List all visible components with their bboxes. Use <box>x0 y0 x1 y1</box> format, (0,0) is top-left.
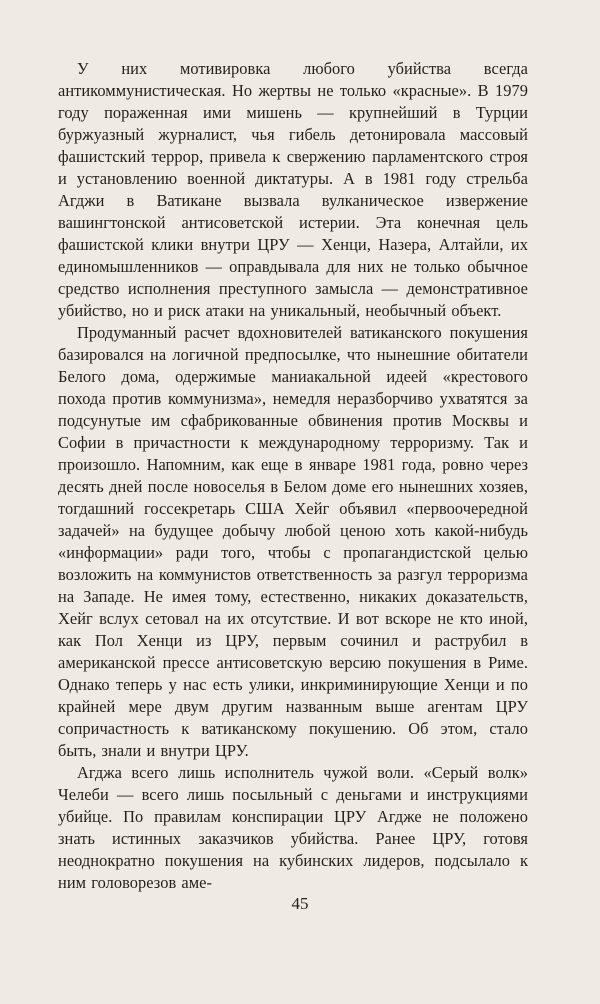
page-number: 45 <box>291 894 309 913</box>
paragraph-1: У них мотивировка любого убийства всегда антикоммунистическая. Но жертвы не только «красные». В 1979 году пораженная ими мишень — крупнейший в Турции буржуазный журналист, чья гибель детонировала массовый фашистский террор, привела к свержению парламентского строя и установлению военной диктатуры. А в 1981 году стрельба Агджи в Ватикане вызвала вулканическое извержение вашингтонской антисоветской истерии. Эта конечная цель фашистской клики внутри ЦРУ — Хенци, Назера, Алтайли, их единомышленников — оправдывала для них не только обычное средство исполнения преступного замысла — демонстративное убийство, но и риск атаки на уникальный, необычный объект. <box>58 59 528 320</box>
paragraph-2: Продуманный расчет вдохновителей ватиканского покушения базировался на логичной предпосылке, что нынешние обитатели Белого дома, одержимые маниакальной идеей «крестового похода против коммунизма», немедля неразборчиво ухватятся за подсунутые им сфабрикованные обвинения против Москвы и Софии в причастности к международному терроризму. Так и произошло. Напомним, как еще в январе 1981 года, ровно через десять дней после новоселья в Белом доме его нынешних хозяев, тогдашний госсекретарь США Хейг объявил «первоочередной задачей» на будущее добычу любой ценою хоть какой-нибудь «информации» ради того, чтобы с пропагандистской целью возложить на коммунистов ответственность за разгул терроризма на Западе. Не имея тому, естественно, никаких доказательств, Хейг вслух сетовал на их отсутствие. И вот вскоре не кто иной, как Пол Хенци из ЦРУ, первым сочинил и раструбил в американской прессе антисоветскую версию покушения в Риме. Однако теперь у нас есть улики, инкриминирующие Хенци и по крайней мере двум другим названным выше агентам ЦРУ сопричастность к ватиканскому покушению. Об этом, стало быть, знали и внутри ЦРУ. <box>58 323 528 760</box>
paragraph-3: Агджа всего лишь исполнитель чужой воли. «Серый волк» Челеби — всего лишь посыльный с деньгами и инструкциями убийце. По правилам конспирации ЦРУ Агдже не положено знать истинных заказчиков убийства. Ранее ЦРУ, готовя неоднократно покушения на кубинских лидеров, подсылало к ним головорезов аме- <box>58 763 528 892</box>
page-text <box>58 58 528 894</box>
